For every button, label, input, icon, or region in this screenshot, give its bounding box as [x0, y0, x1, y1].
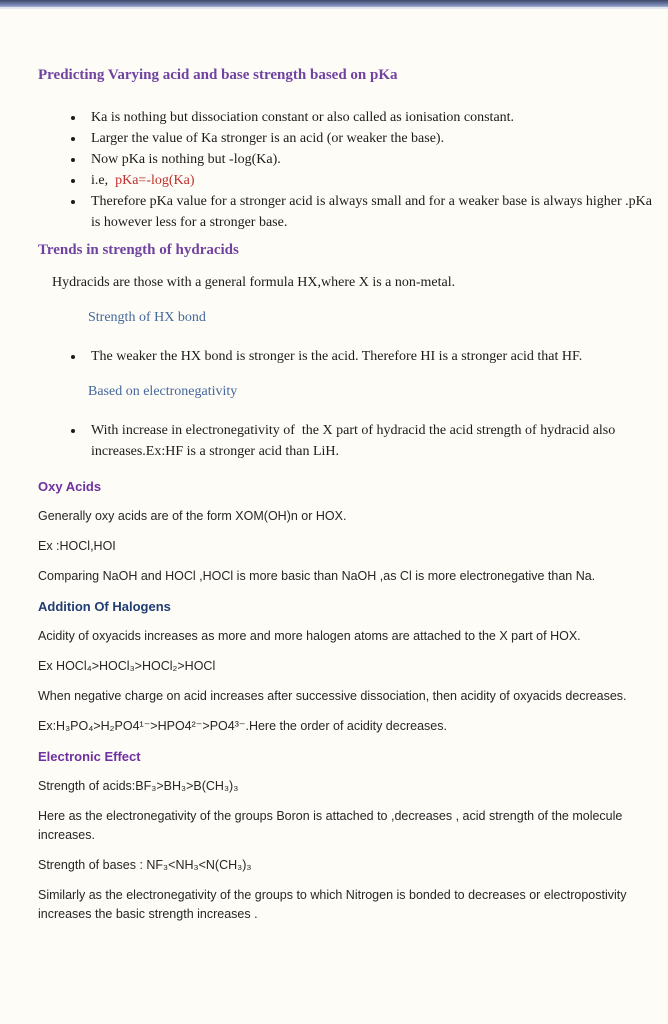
paragraph-example: Ex :HOCl,HOI [38, 539, 116, 553]
paragraph: Acidity of oxyacids increases as more and more halogen atoms are attached to the X part of HOX. [38, 629, 581, 643]
bullet-item-ie [85, 170, 658, 191]
hx-bond-bullet-list [38, 346, 658, 367]
subheading-electronegativity: Based on electronegativity [88, 384, 238, 399]
paragraph: Generally oxy acids are of the form XOM(OH)n or HOX. [38, 509, 347, 523]
paragraph: When negative charge on acid increases after successive dissociation, then acidity of oxyacids decreases. [38, 689, 627, 703]
paragraph: Similarly as the electronegativity of the groups to which Nitrogen is bonded to decreases or electropostivity increases the basic strength increases . [38, 888, 627, 921]
window-top-bar [0, 0, 668, 9]
bullet-item: • Larger the value of Ka stronger is an acid (or weaker the base). [85, 128, 658, 149]
section-heading-oxy-acids: Oxy Acids [38, 479, 102, 494]
bullet-text-prefix: i.e, [91, 173, 116, 188]
bullet-item: • Now pKa is nothing but -log(Ka). [85, 149, 658, 170]
document-content [0, 9, 668, 924]
paragraph-formula: Strength of bases : NF₃<NH₃<N(CH₃)₃ [38, 858, 252, 872]
section-heading-pka: Predicting Varying acid and base strength based on pKa [38, 67, 398, 83]
subheading-hx-bond: Strength of HX bond [88, 310, 206, 325]
paragraph: Comparing NaOH and HOCl ,HOCl is more basic than NaOH ,as Cl is more electronegative than Na. [38, 569, 596, 583]
bullet-item: • Ka is nothing but dissociation constant or also called as ionisation constant. [85, 107, 658, 128]
paragraph: Here as the electronegativity of the groups Boron is attached to ,decreases , acid strength of the molecule increases. [38, 809, 623, 842]
section-heading-hydracids: Trends in strength of hydracids [38, 242, 239, 258]
electronegativity-bullet-list [38, 420, 658, 462]
hydracids-intro-paragraph: Hydracids are those with a general formula HX,where X is a non-metal. [52, 275, 456, 290]
bullet-item: • The weaker the HX bond is stronger is the acid. Therefore HI is a stronger acid that HF. [85, 346, 658, 367]
pka-formula: pKa=-log(Ka) [115, 173, 195, 188]
paragraph-formula: Ex HOCl₄>HOCl₃>HOCl₂>HOCl [38, 659, 216, 673]
paragraph-formula: Ex:H₃PO₄>H₂PO4¹⁻>HPO4²⁻>PO4³⁻.Here the order of acidity decreases. [38, 719, 447, 733]
paragraph-formula: Strength of acids:BF₃>BH₃>B(CH₃)₃ [38, 779, 239, 793]
bullet-item: • Therefore pKa value for a stronger acid is always small and for a weaker base is always higher .pKa is however less for a stronger base. [85, 191, 658, 233]
pka-bullet-list [38, 107, 658, 233]
section-heading-electronic-effect: Electronic Effect [38, 749, 141, 764]
bullet-item: • With increase in electronegativity of the X part of hydracid the acid strength of hydracid also increases.Ex:HF is a stronger acid than LiH. [85, 420, 658, 462]
section-heading-addition-of-halogens: Addition Of Halogens [38, 599, 171, 614]
